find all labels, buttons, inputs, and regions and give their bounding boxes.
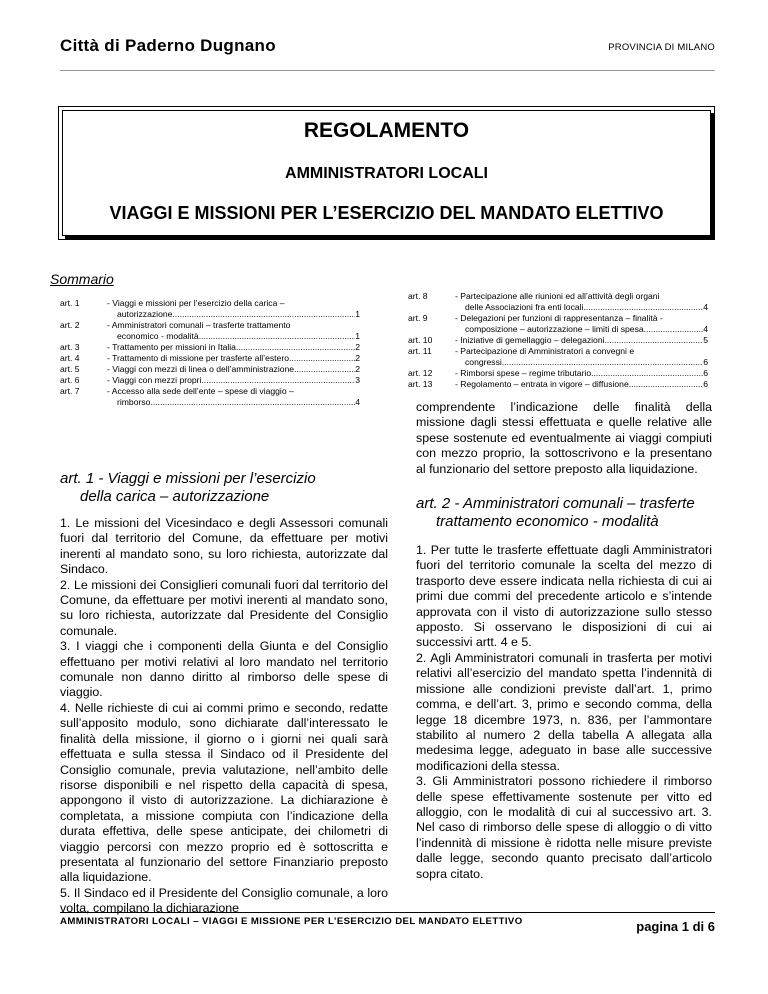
toc-entry-page: 1 [355,309,360,319]
article-1-paragraph: 2. Le missioni dei Consiglieri comunali fuori dal territorio del Comune, da effettuare per motivi inerenti al mandato sono, su loro richiesta, autorizzate dal Presidente del Consiglio comunale. [60,577,388,638]
toc-entry-text: - Amministratori comunali – trasferte trattamento [107,320,291,330]
toc-entry-page: 4 [703,302,708,312]
toc-entry-page: 4 [703,324,708,334]
toc-entry-leader [107,342,360,353]
article-2-title: art. 2 - Amministratori comunali – trasferte trattamento economico - modalità [416,495,695,531]
title-box [62,110,711,236]
toc-entry-text: composizione – autorizzazione – limiti di spesa [465,324,644,334]
document-subject: VIAGGI E MISSIONI PER L’ESERCIZIO DEL MANDATO ELETTIVO [109,203,664,223]
toc-entry [60,298,360,320]
toc-entry-text: - Iniziative di gemellaggio – delegazioni [455,335,605,345]
page-header [60,30,715,71]
article-1-paragraph: 5. Il Sindaco ed il Presidente del Consiglio comunale, a loro volta, compilano la dichiarazione [60,885,388,916]
toc-entry-number: art. 12 [408,368,433,378]
article-1-paragraph: 4. Nelle richieste di cui ai commi primo e secondo, redatte sull’apposito modulo, sono dichiarate dall’interessato le finalità della missione, il giorno o i giorni nei quali sarà effettuata e sulla stessa il Sindaco od il Presidente del Consiglio comunale, previa valutazione, nell’ambito delle risorse disponibili e nel rispetto della capacità di spesa, appongono il visto di autorizzazione. La dichiarazione è completata, a missione compiuta con l’indicazione della durata effettiva, delle spese anticipate, dei chilometri di viaggio percorsi con mezzo proprio ed è sottoscritta e presentata al funzionario del settore Finanziario preposto alla liquidazione. [60,700,388,885]
article-1-continuation: comprendente l’indicazione delle finalità della missione dagli stessi effettuata e quelle relative alle spese sostenute ed eventualmente ai viaggi compiuti con mezzo proprio, la sottoscrivono e la presentano al funzionario del settore preposto alla liquidazione. [416,400,712,476]
toc-entry [408,335,708,346]
toc-entry-text: - Rimborsi spese – regime tributario [455,368,592,378]
toc-entry-leader [107,353,360,364]
article-2-paragraph: 1. Per tutte le trasferte effettuate dagli Amministratori fuori del territorio comunale la scelta del mezzo di trasporto deve essere indicata nella richiesta di cui ai primi due commi del precedente articolo e s’intende approvata con il visto di autorizzazione sullo stesso apposto. Si osservano le disposizioni di cui ai successivi artt. 4 e 5. [416,543,712,650]
toc-entry-leader [107,309,360,320]
toc-entry-text: economico - modalità [117,331,199,341]
toc-entry-number: art. 10 [408,335,433,345]
toc-entry-text: delle Associazioni fra enti locali [465,302,584,312]
toc-dots [289,353,355,364]
city-name: Città di Paderno Dugnano [60,36,276,55]
toc-entry-text: congressi [465,357,502,367]
toc-dots [629,379,703,390]
toc-entry-text: - Accesso alla sede dell’ente – spese di viaggio – [107,386,294,396]
page-number: pagina 1 di 6 [636,919,715,934]
toc-entry-page: 6 [703,368,708,378]
toc-entry-text: - Regolamento – entrata in vigore – diffusione [455,379,629,389]
summary-heading: Sommario [50,271,114,287]
toc-entry-text: - Viaggi con mezzi propri [107,375,202,385]
toc-entry-number: art. 7 [60,386,80,396]
toc-entry [60,386,360,408]
toc-dots [583,302,703,313]
toc-entry-leader [455,302,708,313]
toc-entry-number: art. 11 [408,346,432,356]
article-2-paragraph: 3. Gli Amministratori possono richiedere il rimborso delle spese effettivamente sostenute per vitto ed alloggio, con le modalità di cui al successivo art. 3. Nel caso di rimborso delle spese di alloggio o di vitto l’indennità di missione è ridotta nelle misure previste dalle legge, secondo quanto precisato dall’articolo sopra citato. [416,774,712,881]
toc-entry-number: art. 13 [408,379,433,389]
toc-entry-page: 1 [355,331,360,341]
toc-dots [150,397,355,408]
toc-entry-page: 6 [703,357,708,367]
toc-entry-number: art. 8 [408,291,428,301]
toc-entry-number: art. 4 [60,353,80,363]
toc-entry-number: art. 9 [408,313,428,323]
toc-dots [644,324,704,335]
toc-entry-page: 3 [355,375,360,385]
toc-dots [605,335,704,346]
toc-entry-text: autorizzazione [117,309,173,319]
toc-entry [408,379,708,390]
toc-dots [199,331,356,342]
toc-entry-text: - Viaggi e missioni per l’esercizio della carica – [107,298,285,308]
article-2-paragraph: 2. Agli Amministratori comunali in trasferta per motivi relativi all’esercizio del mandato spetta l’indennità di missione alle condizioni previste dall’art. 1, primo comma, e dell’art. 3, primo e secondo comma, della legge 18 dicembre 1973, n. 836, per l’ammontare stabilito al numero 2 della tabella A allegata alla medesima legge, adeguato in base alle successive modificazioni della stessa. [416,650,712,773]
toc-entry [60,364,360,375]
toc-entry-leader [455,357,708,368]
toc-entry-leader [455,324,708,335]
toc-entry-text: - Partecipazione di Amministratori a convegni e [455,346,635,356]
toc-dots [172,309,355,320]
toc-entry-page: 2 [355,364,360,374]
toc-entry-leader [455,368,708,379]
toc-entry-page: 5 [703,335,708,345]
toc-entry-number: art. 5 [60,364,80,374]
toc-entry-page: 2 [355,353,360,363]
footer-title: AMMINISTRATORI LOCALI – VIAGGI E MISSIONE PER L’ESERCIZIO DEL MANDATO ELETTIVO [60,916,523,927]
toc-entry [60,375,360,386]
article-1-title: art. 1 - Viaggi e missioni per l’esercizio della carica – autorizzazione [60,470,316,505]
toc-dots [294,364,355,375]
toc-entry-text: - Viaggi con mezzi di linea o dell’amministrazione [107,364,295,374]
toc-dots [236,342,355,353]
toc-entry [60,353,360,364]
toc-entry-number: art. 2 [60,320,80,330]
article-1-paragraph: 1. Le missioni del Vicesindaco e degli Assessori comunali fuori dal territorio del Comune, da effettuare per motivi inerenti al mandato sono, su loro richiesta, autorizzate dal Sindaco. [60,516,388,577]
toc-entry-number: art. 6 [60,375,80,385]
toc-entry-text: - Partecipazione alle riunioni ed all’attività degli organi [455,291,660,301]
toc-dots [502,357,703,368]
toc-left-column [60,298,360,408]
toc-entry-number: art. 1 [60,298,80,308]
left-text-column [60,470,388,917]
article-1-paragraph: 3. I viaggi che i componenti della Giunta e del Consiglio effettuano per motivi relativi al loro mandato nel territorio comunale non danno diritto al rimborso delle spese di viaggio. [60,639,388,700]
toc-entry-page: 6 [703,379,708,389]
toc-entry-page: 2 [355,342,360,352]
toc-entry [408,291,708,313]
right-text-column [416,400,712,882]
toc-entry-leader [455,379,708,390]
toc-entry-leader [455,335,708,346]
document-subtitle: AMMINISTRATORI LOCALI [285,165,488,182]
toc-entry [408,346,708,368]
toc-entry-leader [107,375,360,386]
toc-entry-leader [107,364,360,375]
page-footer [60,912,715,934]
document-title: REGOLAMENTO [303,119,470,142]
toc-entry-text: - Trattamento per missioni in Italia [107,342,236,352]
toc-entry-leader [107,331,360,342]
toc-entry [408,368,708,379]
toc-dots [591,368,703,379]
toc-right-column [408,291,708,390]
toc-entry [60,342,360,353]
toc-entry [60,320,360,342]
toc-entry-text: - Delegazioni per funzioni di rappresentanza – finalità - [455,313,663,323]
toc-entry-text: rimborso [117,397,151,407]
toc-dots [201,375,355,386]
toc-entry-text: - Trattamento di missione per trasferte all’estero [107,353,289,363]
province-label: PROVINCIA DI MILANO [608,42,715,53]
toc-entry-leader [107,397,360,408]
toc-entry-page: 4 [355,397,360,407]
toc-entry-number: art. 3 [60,342,80,352]
toc-entry [408,313,708,335]
